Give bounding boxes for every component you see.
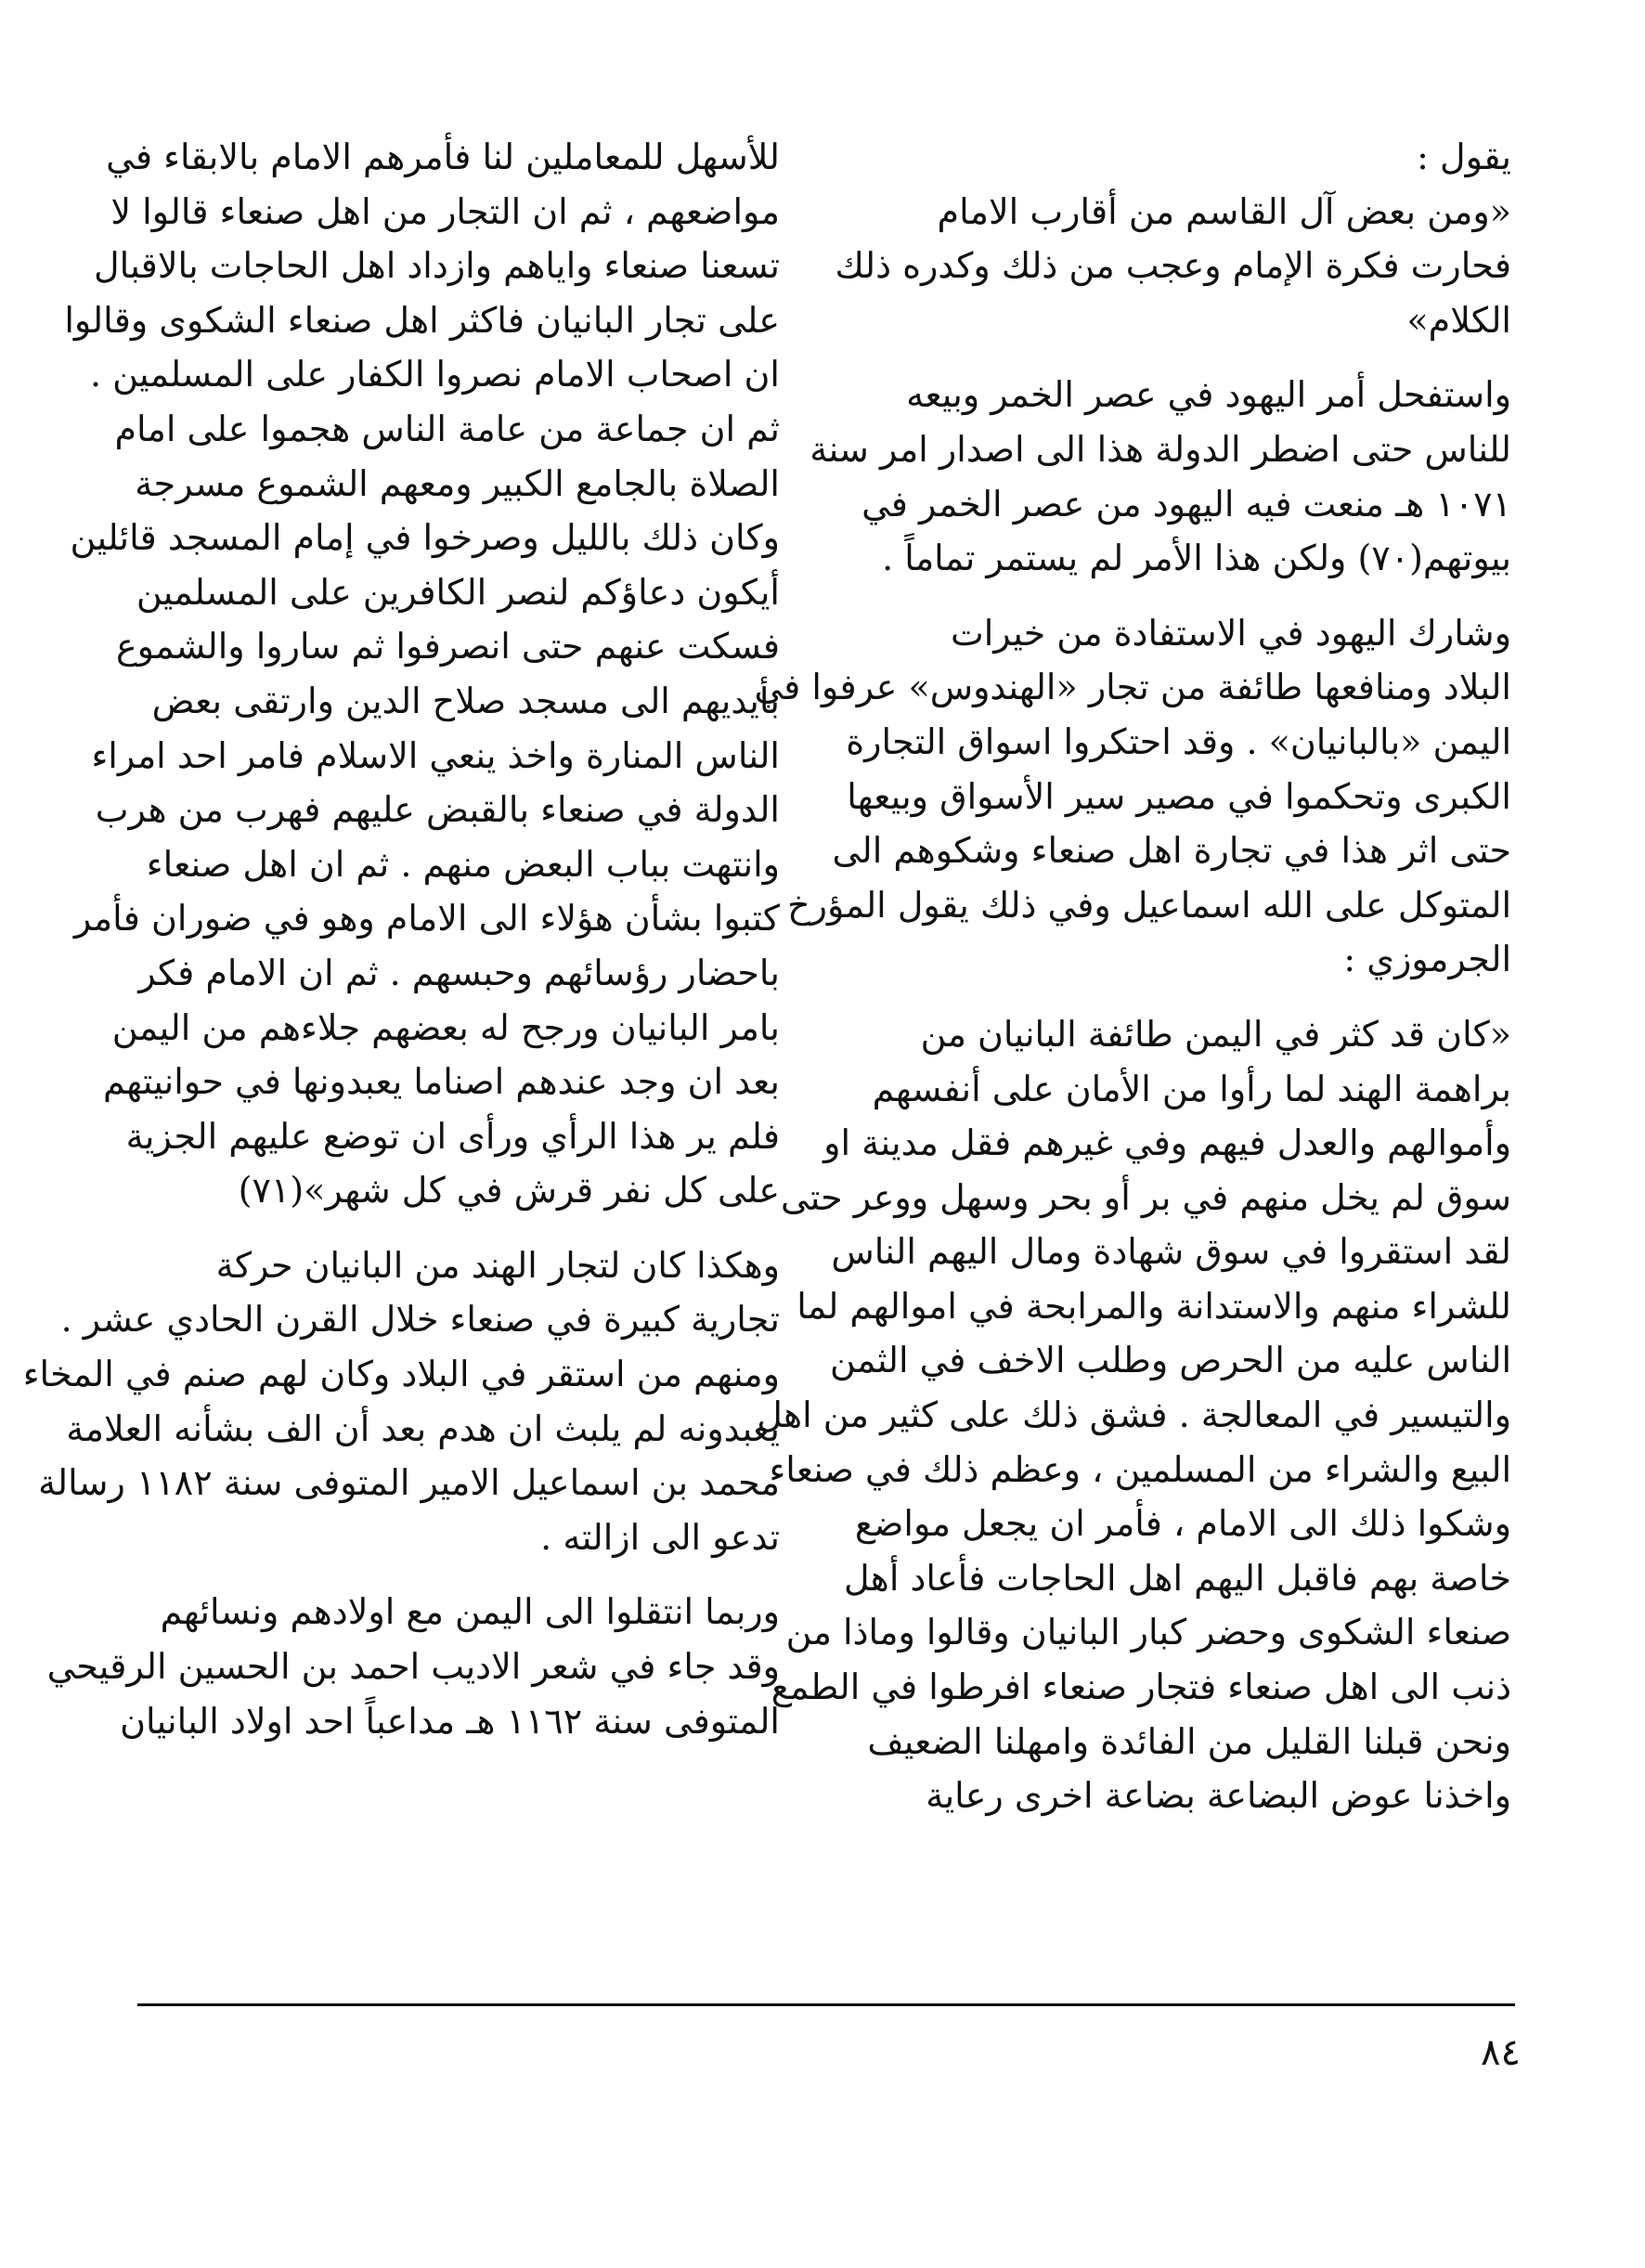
text-line: وكان ذلك بالليل وصرخوا في إمام المسجد قائلين bbox=[70, 517, 780, 559]
text-line: ان اصحاب الامام نصروا الكفار على المسلمين . bbox=[89, 354, 780, 395]
text-line: ذنب الى اهل صنعاء فتجار صنعاء افرطوا في الطمع bbox=[771, 1666, 1511, 1708]
text-line: «ومن بعض آل القاسم من أقارب الامام bbox=[937, 190, 1511, 232]
text-line: وشكوا ذلك الى الامام ، فأمر ان يجعل مواضع bbox=[854, 1503, 1511, 1545]
text-line: لقد استقروا في سوق شهادة ومال اليهم الناس bbox=[831, 1231, 1511, 1273]
text-line: ونحن قبلنا القليل من الفائدة وامهلنا الضعيف bbox=[867, 1720, 1511, 1762]
text-line: المتوفى سنة ١١٦٢ هـ مداعباً احد اولاد البانيان bbox=[120, 1700, 780, 1742]
text-line: وأموالهم والعدل فيهم وفي غيرهم فقل مدينة او bbox=[823, 1122, 1511, 1164]
text-line: الدولة في صنعاء بالقبض عليهم فهرب من هرب bbox=[95, 789, 780, 831]
paragraph bbox=[757, 1007, 1511, 1823]
text-line: البلاد ومنافعها طائفة من تجار «الهندوس» عرفوا في bbox=[754, 667, 1511, 708]
text-line: الناس المنارة واخذ ينعي الاسلام فامر احد امراء bbox=[91, 734, 780, 776]
text-line: تجارية كبيرة في صنعاء خلال القرن الحادي عشر . bbox=[60, 1299, 780, 1341]
text-line: الناس عليه من الحرص وطلب الاخف في الثمن bbox=[830, 1340, 1511, 1381]
text-line: فسكت عنهم حتى انصرفوا ثم ساروا والشموع bbox=[115, 626, 780, 667]
text-line: أيكون دعاؤكم لنصر الكافرين على المسلمين bbox=[136, 571, 780, 613]
text-line: كتبوا بشأن هؤلاء الى الامام وهو في ضوران فأمر bbox=[73, 898, 780, 940]
text-line: بامر البانيان ورجح له بعضهم جلاءهم من اليمن bbox=[111, 1006, 780, 1048]
text-line: مواضعهم ، ثم ان التجار من اهل صنعاء قالوا لا bbox=[110, 190, 780, 232]
left-column bbox=[22, 130, 780, 1748]
text-line: سوق لم يخل منهم في بر أو بحر وسهل ووعر حتى bbox=[781, 1176, 1511, 1218]
text-line: للشراء منهم والاستدانة والمرابحة في اموالهم لما bbox=[797, 1285, 1511, 1327]
footer-rule bbox=[137, 2003, 1515, 2006]
text-line: الصلاة بالجامع الكبير ومعهم الشموع مسرجة bbox=[135, 462, 780, 504]
text-line: محمد بن اسماعيل الامير المتوفى سنة ١١٨٢ رسالة bbox=[38, 1462, 780, 1504]
text-line: الكبرى وتحكموا في مصير سير الأسواق وبيعها bbox=[847, 775, 1511, 817]
text-line: اليمن «بالبانيان» . وقد احتكروا اسواق التجارة bbox=[846, 720, 1511, 762]
text-line: بيوتهم(٧٠) ولكن هذا الأمر لم يستمر تماماً . bbox=[882, 538, 1511, 579]
paragraph bbox=[22, 1238, 780, 1565]
paragraph bbox=[754, 606, 1511, 987]
text-line: الجرموزي : bbox=[1343, 939, 1511, 980]
text-line: والتيسير في المعالجة . فشق ذلك على كثير من اهل bbox=[757, 1394, 1511, 1436]
text-line: حتى اثر هذا في تجارة اهل صنعاء وشكوهم الى bbox=[832, 830, 1511, 872]
text-line: وربما انتقلوا الى اليمن مع اولادهم ونسائهم bbox=[160, 1591, 780, 1633]
text-line: وهكذا كان لتجار الهند من البانيان حركة bbox=[215, 1244, 780, 1286]
text-line: فلم ير هذا الرأي ورأى ان توضع عليهم الجزية bbox=[125, 1115, 780, 1157]
paragraph bbox=[835, 130, 1511, 347]
text-line: بعد ان وجد عندهم اصناما يعبدونها في حوانيتهم bbox=[102, 1061, 780, 1103]
text-line: براهمة الهند لما رأوا من الأمان على أنفسهم bbox=[872, 1068, 1511, 1109]
text-line: للأسهل للمعاملين لنا فأمرهم الامام بالابقاء في bbox=[106, 136, 780, 177]
text-line: تدعو الى ازالته . bbox=[540, 1516, 780, 1558]
paragraph bbox=[46, 1585, 780, 1748]
text-line: صنعاء الشكوى وحضر كبار البانيان وقالوا وماذا من bbox=[785, 1612, 1511, 1653]
text-line: المتوكل على الله اسماعيل وفي ذلك يقول المؤرخ bbox=[787, 884, 1511, 926]
text-line: على تجار البانيان فاكثر اهل صنعاء الشكوى وقالوا bbox=[64, 299, 780, 341]
paragraph bbox=[810, 368, 1511, 585]
text-line: باحضار رؤسائهم وحبسهم . ثم ان الامام فكر bbox=[138, 952, 780, 993]
text-line: بأيديهم الى مسجد صلاح الدين وارتقى بعض bbox=[151, 680, 780, 721]
text-line: ١٠٧١ هـ منعت فيه اليهود من عصر الخمر في bbox=[861, 483, 1511, 525]
text-line: ومنهم من استقر في البلاد وكان لهم صنم في المخاء bbox=[22, 1354, 780, 1395]
text-line: وقد جاء في شعر الاديب احمد بن الحسين الرقيحي bbox=[46, 1646, 780, 1688]
text-line: «كان قد كثر في اليمن طائفة البانيان من bbox=[920, 1013, 1511, 1055]
paragraph bbox=[64, 130, 780, 1218]
text-line: ثم ان جماعة من عامة الناس هجموا على امام bbox=[114, 408, 780, 449]
text-line: البيع والشراء من المسلمين ، وعظم ذلك في صنعاء bbox=[769, 1448, 1511, 1490]
text-line: على كل نفر قرش في كل شهر»(٧١) bbox=[238, 1170, 780, 1212]
right-column bbox=[754, 130, 1511, 1823]
text-line: للناس حتى اضطر الدولة هذا الى اصدار امر سنة bbox=[810, 428, 1511, 470]
text-line: وشارك اليهود في الاستفادة من خيرات bbox=[950, 612, 1511, 654]
text-line: وانتهت بباب البعض منهم . ثم ان اهل صنعاء bbox=[146, 843, 780, 885]
page-number: ٨٤ bbox=[1481, 2031, 1521, 2074]
text-line: خاصة بهم فاقبل اليهم اهل الحاجات فأعاد أهل bbox=[844, 1557, 1511, 1599]
text-line: واستفحل أمر اليهود في عصر الخمر وبيعه bbox=[906, 374, 1511, 416]
text-line: واخذنا عوض البضاعة بضاعة اخرى رعاية bbox=[926, 1775, 1511, 1817]
text-line: تسعنا صنعاء واياهم وازداد اهل الحاجات بالاقبال bbox=[94, 245, 780, 287]
text-line: يقول : bbox=[1417, 136, 1511, 177]
text-line: فحارت فكرة الإمام وعجب من ذلك وكدره ذلك bbox=[835, 245, 1511, 287]
text-line: يعبدونه لم يلبث ان هدم بعد أن الف بشأنه العلامة bbox=[66, 1407, 780, 1449]
text-line: الكلام» bbox=[1406, 299, 1511, 341]
